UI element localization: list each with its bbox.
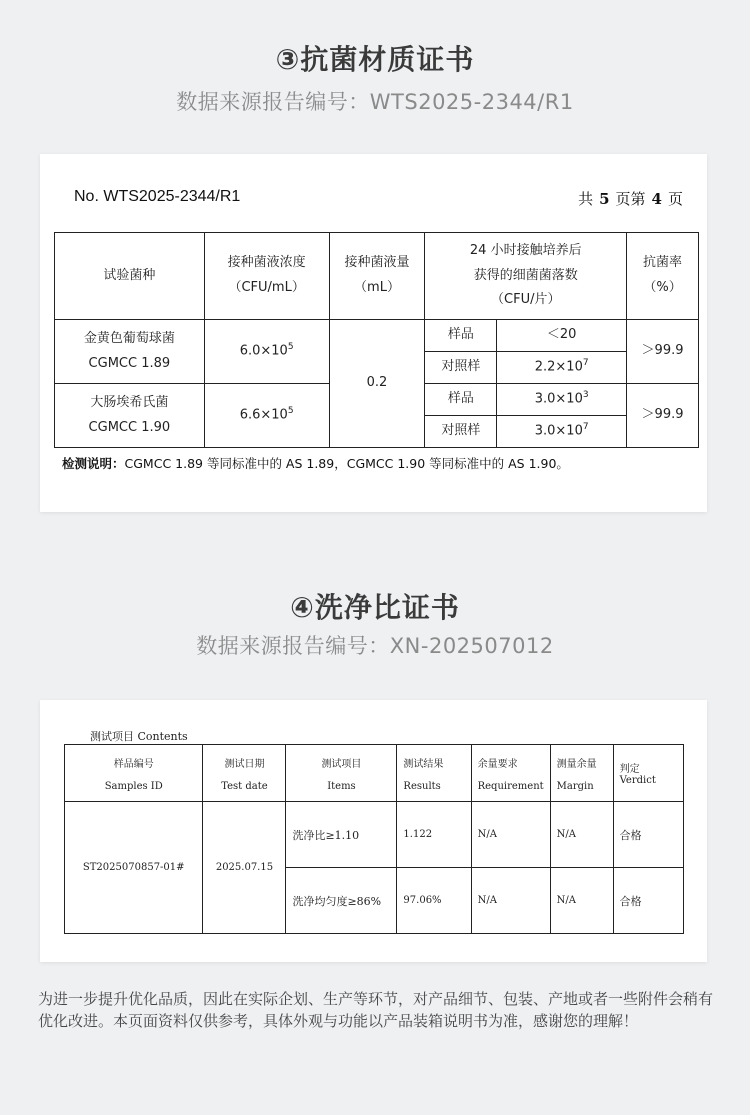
page-prefix: 共: [578, 190, 594, 208]
contents-label: 测试项目 Contents: [90, 730, 188, 743]
page-info: [578, 188, 683, 209]
strain-cell: 大肠埃希氏菌 CGMCC 1.90: [55, 384, 205, 448]
page-total: 5: [599, 190, 610, 208]
strain-cell: 金黄色葡萄球菌 CGMCC 1.89: [55, 320, 205, 384]
sample-label: 样品: [425, 384, 497, 416]
report-number: No. WTS2025-2344/R1: [74, 188, 241, 205]
header-concentration: 接种菌液浓度 （CFU/mL）: [204, 233, 329, 320]
test-date-cell: 2025.07.15: [203, 802, 286, 934]
sample-label: 样品: [425, 320, 497, 352]
sample-value: $3.0\times 10^3$: [497, 384, 627, 416]
wash-ratio-table: [64, 744, 684, 934]
requirement-cell: N/A: [471, 868, 550, 934]
section4-subtitle: 数据来源报告编号：XN-202507012: [196, 634, 554, 658]
rate-cell: ＞99.9: [627, 384, 699, 448]
header-volume: 接种菌液量 （mL）: [329, 233, 425, 320]
result-cell: 97.06%: [397, 868, 471, 934]
header-requirement: 余量要求 Requirement: [471, 745, 550, 802]
verdict-cell: 合格: [613, 868, 683, 934]
header-test-date: 测试日期 Test date: [203, 745, 286, 802]
requirement-cell: N/A: [471, 802, 550, 868]
test-note: [62, 454, 569, 472]
header-margin: 测量余量 Margin: [550, 745, 613, 802]
header-colony-count: 24 小时接触培养后 获得的细菌菌落数 （CFU/片）: [425, 233, 627, 320]
sample-id-cell: ST2025070857-01#: [65, 802, 203, 934]
section3-subtitle: 数据来源报告编号：WTS2025-2344/R1: [176, 90, 574, 114]
page-mid: 页第: [615, 190, 646, 208]
result-cell: 1.122: [397, 802, 471, 868]
control-label: 对照样: [425, 416, 497, 448]
item-cell: 洗净比≥1.10: [286, 802, 397, 868]
section3-title: ③抗菌材质证书: [275, 43, 475, 76]
header-sample-id: 样品编号 Samples ID: [65, 745, 203, 802]
item-cell: 洗净均匀度≥86%: [286, 868, 397, 934]
header-rate: 抗菌率 （%）: [627, 233, 699, 320]
volume-cell: 0.2: [329, 320, 425, 448]
antibacterial-table: [54, 232, 699, 448]
control-value: $2.2\times 10^7$: [497, 352, 627, 384]
disclaimer-text: 为进一步提升优化品质，因此在实际企划、生产等环节，对产品细节、包装、产地或者一些附件会稍有优化改进。本页面资料仅供参考，具体外观与功能以产品装箱说明书为准，感谢您的理解！: [38, 990, 714, 1030]
header-verdict: 判定 Verdict: [613, 745, 683, 802]
section4-title: ④洗净比证书: [290, 591, 460, 624]
verdict-cell: 合格: [613, 802, 683, 868]
header-items: 测试项目 Items: [286, 745, 397, 802]
margin-cell: N/A: [550, 868, 613, 934]
page-current: 4: [651, 190, 662, 208]
header-results: 测试结果 Results: [397, 745, 471, 802]
note-text: CGMCC 1.89 等同标准中的 AS 1.89，CGMCC 1.90 等同标准中的 AS 1.90。: [124, 456, 569, 471]
wash-ratio-certificate-card: [40, 700, 707, 962]
page-suffix: 页: [667, 190, 683, 208]
margin-cell: N/A: [550, 802, 613, 868]
concentration-cell: $6.0\times 10^5$: [204, 320, 329, 384]
antibacterial-certificate-card: [40, 154, 707, 512]
control-label: 对照样: [425, 352, 497, 384]
header-strain: 试验菌种: [55, 233, 205, 320]
sample-value: ＜20: [497, 320, 627, 352]
concentration-cell: $6.6\times 10^5$: [204, 384, 329, 448]
note-label: 检测说明：: [62, 456, 125, 471]
control-value: $3.0\times 10^7$: [497, 416, 627, 448]
rate-cell: ＞99.9: [627, 320, 699, 384]
